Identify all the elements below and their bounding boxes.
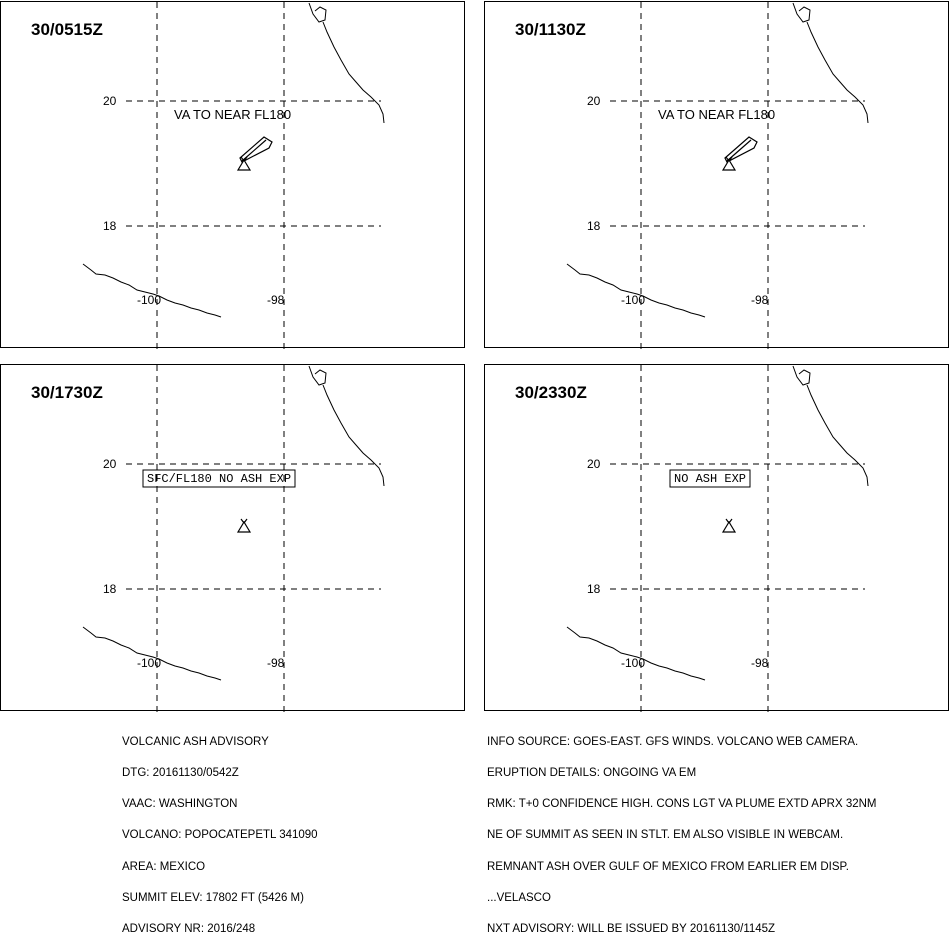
volcano-plume-mark <box>729 519 732 523</box>
advisory-line: VAAC: WASHINGTON <box>122 798 238 811</box>
latitude-label: 20 <box>103 457 117 471</box>
longitude-label: -100 <box>137 656 162 670</box>
volcano-icon <box>238 519 250 532</box>
latitude-label: 18 <box>103 582 117 596</box>
pacific-coastline <box>83 264 221 317</box>
advisory-line: ...VELASCO <box>487 891 551 904</box>
map-canvas <box>485 365 950 712</box>
pacific-coastline <box>83 627 221 680</box>
latitude-label: 20 <box>103 94 117 108</box>
advisory-line: VOLCANO: POPOCATEPETL 341090 <box>122 829 318 842</box>
valid-time-label: 30/2330Z <box>515 383 587 402</box>
gulf-coastline <box>309 366 384 486</box>
advisory-line: AREA: MEXICO <box>122 860 206 873</box>
map-panel-1130 <box>484 1 949 348</box>
advisory-line: REMNANT ASH OVER GULF OF MEXICO FROM EARLIER EM DISP. <box>487 860 849 873</box>
latitude-label: 18 <box>587 219 601 233</box>
ash-forecast-label: NO ASH EXP <box>674 472 747 486</box>
advisory-line: DTG: 20161130/0542Z <box>122 767 239 780</box>
advisory-line: ADVISORY NR: 2016/248 <box>122 923 256 936</box>
valid-time-label: 30/1130Z <box>515 20 586 39</box>
volcano-triangle <box>723 160 735 170</box>
advisory-line: VOLCANIC ASH ADVISORY <box>122 735 269 748</box>
gulf-coastline <box>793 366 868 486</box>
latitude-label: 20 <box>587 457 601 471</box>
volcano-triangle <box>723 522 735 532</box>
ash-forecast-label: VA TO NEAR FL180 <box>658 107 776 122</box>
map-panel-2330 <box>484 364 949 711</box>
ash-forecast-label: VA TO NEAR FL180 <box>174 107 292 122</box>
volcano-plume-mark <box>241 519 244 523</box>
volcano-triangle <box>238 160 250 170</box>
valid-time-label: 30/1730Z <box>31 383 103 402</box>
advisory-line: NE OF SUMMIT AS SEEN IN STLT. EM ALSO VISIBLE IN WEBCAM. <box>487 829 844 842</box>
longitude-label: -98 <box>751 293 769 307</box>
advisory-header-text <box>122 716 318 945</box>
volcano-plume-mark <box>726 519 729 523</box>
longitude-label: -100 <box>621 293 646 307</box>
advisory-line: ERUPTION DETAILS: ONGOING VA EM <box>487 767 697 780</box>
pacific-coastline <box>567 627 705 680</box>
longitude-label: -98 <box>751 656 769 670</box>
map-canvas <box>1 365 466 712</box>
volcano-plume-mark <box>244 519 247 523</box>
volcano-icon <box>723 519 735 532</box>
advisory-line: RMK: T+0 CONFIDENCE HIGH. CONS LGT VA PLUME EXTD APRX 32NM <box>487 798 877 811</box>
latitude-label: 18 <box>103 219 117 233</box>
map-panel-0530 <box>0 1 465 348</box>
longitude-label: -98 <box>267 656 285 670</box>
gulf-coastline <box>309 3 384 123</box>
latitude-label: 20 <box>587 94 601 108</box>
advisory-line: INFO SOURCE: GOES-EAST. GFS WINDS. VOLCANO WEB CAMERA. <box>487 735 859 748</box>
gulf-coastline <box>793 3 868 123</box>
volcano-triangle <box>238 522 250 532</box>
valid-time-label: 30/0515Z <box>31 20 103 39</box>
longitude-label: -98 <box>267 293 285 307</box>
map-panel-1730 <box>0 364 465 711</box>
longitude-label: -100 <box>621 656 646 670</box>
advisory-line: SUMMIT ELEV: 17802 FT (5426 M) <box>122 891 304 904</box>
advisory-details-text <box>487 716 877 945</box>
map-canvas <box>1 2 466 349</box>
ash-forecast-label: SFC/FL180 NO ASH EXP <box>147 472 292 486</box>
map-canvas <box>485 2 950 349</box>
advisory-line: NXT ADVISORY: WILL BE ISSUED BY 20161130/1145Z <box>487 923 776 936</box>
latitude-label: 18 <box>587 582 601 596</box>
longitude-label: -100 <box>137 293 162 307</box>
pacific-coastline <box>567 264 705 317</box>
